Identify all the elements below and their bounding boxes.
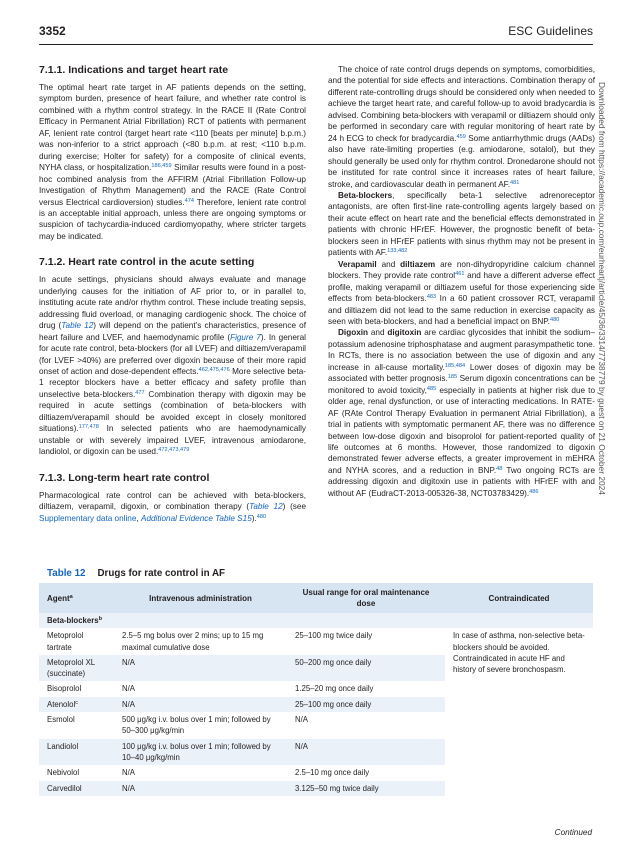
continued-label: Continued (554, 828, 592, 837)
iv-cell: N/A (122, 768, 135, 778)
rate-control-drugs-table (39, 583, 593, 796)
citation[interactable]: 486 (529, 488, 539, 495)
citation[interactable]: 461 (455, 271, 465, 278)
citation[interactable]: 480 (256, 513, 267, 520)
paragraph-713: Pharmacological rate control can be achieved with beta-blockers, diltiazem, verapamil, digoxin, or combination therapy (Table 12) (see Supplementary data online, Additional Evidence Table S15).$^{480}$ (39, 490, 306, 523)
oral-cell: 3.125–50 mg twice daily (287, 781, 445, 796)
table-section-row (39, 613, 593, 628)
paragraph-712: In acute settings, physicians should always evaluate and manage underlying causes for the initiation of AF prior to, or in parallel to, instituting acute rate and/or rhythm control. These include treating sepsis, addressing fluid overload, or managing cardiogenic shock. The choice of drug (Table 12) will depend on the patient’s characteristics, presence of heart failure and LVEF, and haemodynamic profile (Figure 7). In general for acute rate control, beta-blockers (for all LVEF) and diltiazem/verapamil (for LVEF >40%) are preferred over digoxin because of their more rapid onset of action and dose-dependent effects.$^{462,475,476}$ More selective beta-1 receptor blockers have a better efficacy and safety profile than unselective beta-blockers.$^{477}$ Combination therapy with digoxin may be required in acute settings (combination of beta-blockers with diltiazem/verapamil should be avoided except in closely monitored situations).$^{177,478}$ In selected patients who are haemodynamically unstable or with severely impaired LVEF, intravenous amiodarone, landiolol, or digoxin can be used.$^{472,473,479}$ (39, 275, 306, 457)
agent-cell: Metoprolol XL (succinate) (39, 655, 114, 682)
iv-cell: 2.5–5 mg bolus over 2 mins; up to 15 mg maximal cumulative dose (122, 631, 264, 652)
paragraph-beta-blockers: Beta-blockers, specifically beta-1 selective adrenoreceptor antagonists, are often first-line rate-controlling agents largely based on their acute effect on heart rate and the beneficial effects demonstrated in patients with chronic HFrEF. However, the prognostic benefit of beta-blockers seen in HFrEF patients with sinus rhythm may not be present in patients with AF.$^{133,482}$ (328, 190, 595, 258)
citation[interactable]: 185 (447, 374, 458, 381)
section-beta-blockers: Beta-blockers$^b$ (39, 613, 593, 628)
agent-cell: Atenolol$^c$ (39, 697, 114, 712)
supplementary-data-link[interactable]: Supplementary data online (39, 513, 137, 523)
table-row (39, 628, 593, 655)
citation[interactable]: 462,475,476 (198, 366, 230, 373)
figure-7-link[interactable]: Figure 7 (230, 332, 261, 342)
table-header-row (39, 583, 593, 613)
table-12-link[interactable]: Table 12 (61, 321, 94, 331)
page-number: 3352 (39, 24, 66, 38)
citation[interactable]: 472,473,479 (158, 447, 190, 454)
table-12-link[interactable]: Table 12 (249, 502, 283, 512)
agent-cell: Metoprolol tartrate (47, 631, 84, 652)
contraindication-cell (445, 628, 593, 796)
agent-cell: Esmolol (47, 715, 75, 725)
evidence-table-link[interactable]: Additional Evidence Table S15 (140, 513, 252, 523)
section-heading-712: 7.1.2. Heart rate control in the acute setting (39, 256, 255, 269)
citation[interactable]: 474 (184, 197, 194, 204)
section-heading-711: 7.1.1. Indications and target heart rate (39, 64, 229, 76)
oral-cell: N/A (295, 715, 308, 725)
agent-cell: Carvedilol (39, 781, 114, 796)
table-caption (47, 568, 225, 579)
oral-cell: 50–200 mg once daily (287, 655, 445, 682)
agent-cell: Bisoprolol (47, 684, 82, 694)
section-heading-713: 7.1.3. Long-term heart rate control (39, 471, 210, 484)
citation[interactable]: 477 (135, 389, 145, 396)
agent-cell: Landiolol (39, 739, 114, 766)
agent-cell: Nebivolol (47, 768, 80, 778)
citation[interactable]: 133,482 (387, 248, 408, 255)
iv-cell: 500 μg/kg i.v. bolus over 1 min; followed by 50–300 μg/kg/min (122, 715, 271, 736)
iv-cell: 100 μg/kg i.v. bolus over 1 min; followed by 10–40 μg/kg/min (114, 739, 287, 766)
running-header: ESC Guidelines (508, 24, 593, 38)
header-rule (39, 44, 593, 45)
oral-cell: N/A (287, 739, 445, 766)
paragraph-digoxin: Digoxin and digitoxin are cardiac glycosides that inhibit the sodium–potassium adenosine triphosphatase and augment parasympathetic tone. In RCTs, there is no association between the use of digoxin and any increase in all-cause mortality.$^{185,484}$ Lower doses of digoxin may be associated with better prognosis.$^{185}$ Serum digoxin concentrations can be monitored to avoid toxicity,$^{485}$ especially in patients at higher risk due to older age, renal dysfunction, or use of interacting medications. In RATE-AF (RAte Control Therapy Evaluation in permanent Atrial Fibrillation), a trial in patients with symptomatic permanent AF, there was no difference between low-dose digoxin and bisoprolol for patient-reported quality of life outcomes at 6 months. However, those randomized to digoxin demonstrated fewer adverse effects, a greater improvement in mEHRA and NYHA scores, and a reduction in BNP.$^{48}$ Two ongoing RCTs are addressing digoxin and digitoxin use in patients with HFrEF with and without AF (EudraCT-2013-005326-38, NCT03783429).$^{486}$ (328, 328, 595, 498)
right-column (328, 64, 595, 499)
citation[interactable]: 480 (549, 316, 560, 323)
contraindication-acute-hf: Contraindicated in acute HF and history of severe bronchospasm. (453, 653, 566, 675)
oral-cell: 1.25–20 mg once daily (295, 684, 374, 694)
paragraph-rate-drugs: The choice of rate control drugs depends on symptoms, comorbidities, and the potential for side effects and interactions. Combination therapy of different rate-controlling drugs should be considered only when needed to achieve the target heart rate, and careful follow-up to avoid bradycardia is advised. Combining beta-blockers with verapamil or diltiazem should only be performed in secondary care with regular monitoring of heart rate by 24 h ECG to check for bradycardia.$^{459}$ Some antiarrhythmic drugs (AADs) also have rate-limiting properties (e.g. amiodarone, sotalol), but they should generally be used only for rhythm control. Dronedarone should not be instituted for rate control since it increases rates of heart failure, stroke, and cardiovascular death in permanent AF.$^{481}$ (328, 65, 595, 189)
citation[interactable]: 186,459 (151, 163, 172, 170)
oral-cell: 25–100 mg twice daily (295, 631, 373, 641)
table-title: Drugs for rate control in AF (97, 568, 226, 579)
table-number: Table 12 (47, 568, 86, 579)
contraindication-asthma: In case of asthma, non-selective beta-blockers should be avoided. (453, 631, 585, 652)
paragraph-711: The optimal heart rate target in AF patients depends on the setting, symptom burden, presence of heart failure, and whether rate control is combined with a rhythm control strategy. In the RACE II (Rate Control Efficacy in Permanent Atrial Fibrillation) RCT of patients with permanent AF, lenient rate control (target heart rate <110 [beats per minute] b.p.m.) was non-inferior to a strict approach (<80 b.p.m. at rest; <110 b.p.m. during exercise; Holter for safety) for a composite of clinical events, NYHA class, or hospitalization.$^{186,459}$ Similar results were found in a post-hoc combined analysis from the AFFIRM (Atrial Fibrillation Follow-up Investigation of Rhythm Management) and the RACE (Rate Control versus Electrical cardioversion) studies.$^{474}$ Therefore, lenient rate control is an acceptable initial approach, unless there are ongoing symptoms or suspicion of tachycardia-induced cardiomyopathy, where stricter targets may be indicated. (39, 83, 306, 241)
download-notice: Downloaded from https://academic.oup.com/eurheartj/article/45/36/3314/7738779 by guest on 21 October 2024 (597, 82, 607, 495)
download-sidebar (597, 82, 617, 772)
citation[interactable]: 483 (426, 294, 437, 301)
citation[interactable]: 481 (510, 179, 520, 186)
iv-cell: N/A (114, 781, 287, 796)
header-intravenous: Intravenous administration (114, 583, 287, 613)
citation[interactable]: 48 (496, 465, 503, 472)
header-agent: Agent$^a$ (39, 583, 114, 613)
oral-cell: 2.5–10 mg once daily (295, 768, 370, 778)
iv-cell: N/A (114, 655, 287, 682)
oral-cell: 25–100 mg once daily (287, 697, 445, 712)
citation[interactable]: 177,478 (78, 424, 99, 431)
citation[interactable]: 485 (426, 385, 437, 392)
left-column (39, 64, 306, 524)
header-contraindicated: Contraindicated (445, 583, 593, 613)
iv-cell: N/A (114, 697, 287, 712)
iv-cell: N/A (122, 684, 135, 694)
citation[interactable]: 459 (456, 133, 466, 140)
paragraph-verapamil-diltiazem: Verapamil and diltiazem are non-dihydropyridine calcium channel blockers. They provide rate control$^{461}$ and have a different adverse effect profile, making verapamil or diltiazem useful for those experiencing side effects from beta-blockers.$^{483}$ In a 60 patient crossover RCT, verapamil and diltiazem did not lead to the same reduction in exercise capacity as seen with beta-blockers, and had a beneficial impact on BNP.$^{480}$ (328, 259, 596, 326)
header-oral-dose: Usual range for oral maintenance dose (287, 583, 445, 613)
citation[interactable]: 185,484 (444, 362, 466, 369)
